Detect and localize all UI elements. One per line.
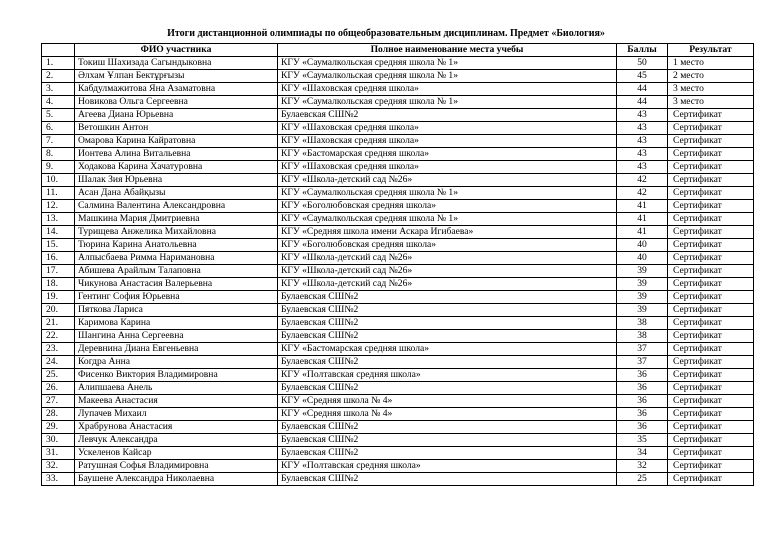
row-number: 22.: [42, 330, 75, 343]
header-result: Результат: [668, 44, 754, 57]
score-cell: 36: [617, 408, 668, 421]
participant-name: Шангина Анна Сергеевна: [75, 330, 278, 343]
table-row: [42, 343, 754, 356]
score-cell: 45: [617, 70, 668, 83]
row-number: 3.: [42, 83, 75, 96]
row-number: 33.: [42, 473, 75, 486]
result-cell: Сертификат: [668, 161, 754, 174]
school-name: Булаевская СШ№2: [278, 473, 617, 486]
table-row: [42, 174, 754, 187]
school-name: Булаевская СШ№2: [278, 421, 617, 434]
row-number: 24.: [42, 356, 75, 369]
participant-name: Деревнина Диана Евгеньевна: [75, 343, 278, 356]
table-row: [42, 187, 754, 200]
school-name: КГУ «Саумалкольская средняя школа № 1»: [278, 96, 617, 109]
participant-name: Шалак Зия Юрьевна: [75, 174, 278, 187]
score-cell: 40: [617, 252, 668, 265]
table-row: [42, 447, 754, 460]
participant-name: Ветошкин Антон: [75, 122, 278, 135]
participant-name: Ратушная Софья Владимировна: [75, 460, 278, 473]
table-row: [42, 265, 754, 278]
school-name: КГУ «Бастомарская средняя школа»: [278, 148, 617, 161]
result-cell: Сертификат: [668, 252, 754, 265]
score-cell: 41: [617, 226, 668, 239]
participant-name: Ионтева Алина Витальевна: [75, 148, 278, 161]
header-number: [42, 44, 75, 57]
score-cell: 36: [617, 382, 668, 395]
participant-name: Алипшаева Анель: [75, 382, 278, 395]
school-name: Булаевская СШ№2: [278, 317, 617, 330]
header-school: Полное наименование места учебы: [278, 44, 617, 57]
table-row: [42, 70, 754, 83]
result-cell: Сертификат: [668, 187, 754, 200]
row-number: 31.: [42, 447, 75, 460]
school-name: Булаевская СШ№2: [278, 447, 617, 460]
row-number: 18.: [42, 278, 75, 291]
header-name: ФИО участника: [75, 44, 278, 57]
score-cell: 39: [617, 265, 668, 278]
score-cell: 39: [617, 278, 668, 291]
row-number: 2.: [42, 70, 75, 83]
row-number: 28.: [42, 408, 75, 421]
participant-name: Баушене Александра Николаевна: [75, 473, 278, 486]
score-cell: 43: [617, 161, 668, 174]
participant-name: Алпысбаева Римма Наримановна: [75, 252, 278, 265]
participant-name: Асан Дана Абайқызы: [75, 187, 278, 200]
participant-name: Новикова Ольга Сергеевна: [75, 96, 278, 109]
participant-name: Ускеленов Кайсар: [75, 447, 278, 460]
score-cell: 39: [617, 304, 668, 317]
table-row: [42, 291, 754, 304]
table-body: [42, 57, 754, 486]
table-row: [42, 239, 754, 252]
table-row: [42, 252, 754, 265]
row-number: 9.: [42, 161, 75, 174]
school-name: Булаевская СШ№2: [278, 291, 617, 304]
score-cell: 38: [617, 330, 668, 343]
score-cell: 39: [617, 291, 668, 304]
table-row: [42, 122, 754, 135]
participant-name: Когдра Анна: [75, 356, 278, 369]
result-cell: Сертификат: [668, 356, 754, 369]
table-row: [42, 317, 754, 330]
participant-name: Токиш Шахизада Сагындыковна: [75, 57, 278, 70]
participant-name: Агеева Диана Юрьевна: [75, 109, 278, 122]
school-name: КГУ «Боголюбовская средняя школа»: [278, 200, 617, 213]
school-name: КГУ «Саумалкольская средняя школа № 1»: [278, 187, 617, 200]
row-number: 29.: [42, 421, 75, 434]
result-cell: Сертификат: [668, 239, 754, 252]
result-cell: Сертификат: [668, 226, 754, 239]
document-title: Итоги дистанционной олимпиады по общеобразовательным дисциплинам. Предмет «Биология»: [167, 28, 605, 39]
school-name: КГУ «Средняя школа № 4»: [278, 395, 617, 408]
result-cell: Сертификат: [668, 473, 754, 486]
table-row: [42, 278, 754, 291]
row-number: 21.: [42, 317, 75, 330]
result-cell: Сертификат: [668, 291, 754, 304]
school-name: КГУ «Бастомарская средняя школа»: [278, 343, 617, 356]
school-name: КГУ «Средняя школа № 4»: [278, 408, 617, 421]
table-row: [42, 135, 754, 148]
result-cell: Сертификат: [668, 408, 754, 421]
row-number: 16.: [42, 252, 75, 265]
table-row: [42, 434, 754, 447]
result-cell: Сертификат: [668, 447, 754, 460]
score-cell: 43: [617, 148, 668, 161]
participant-name: Чикунова Анастасия Валерьевна: [75, 278, 278, 291]
participant-name: Лупачев Михаил: [75, 408, 278, 421]
row-number: 13.: [42, 213, 75, 226]
school-name: КГУ «Школа-детский сад №26»: [278, 174, 617, 187]
school-name: КГУ «Шаховская средняя школа»: [278, 161, 617, 174]
score-cell: 37: [617, 343, 668, 356]
participant-name: Тюрина Карина Анатольевна: [75, 239, 278, 252]
result-cell: Сертификат: [668, 343, 754, 356]
score-cell: 42: [617, 174, 668, 187]
table-row: [42, 460, 754, 473]
result-cell: Сертификат: [668, 109, 754, 122]
table-row: [42, 421, 754, 434]
participant-name: Салмина Валентина Александровна: [75, 200, 278, 213]
row-number: 4.: [42, 96, 75, 109]
result-cell: Сертификат: [668, 317, 754, 330]
row-number: 12.: [42, 200, 75, 213]
participant-name: Макеева Анастасия: [75, 395, 278, 408]
score-cell: 44: [617, 83, 668, 96]
result-cell: Сертификат: [668, 200, 754, 213]
table-row: [42, 213, 754, 226]
participant-name: Ходакова Карина Хачатуровна: [75, 161, 278, 174]
school-name: КГУ «Шаховская средняя школа»: [278, 135, 617, 148]
table-row: [42, 408, 754, 421]
table-header-row: [42, 44, 754, 57]
participant-name: Фисенко Виктория Владимировна: [75, 369, 278, 382]
participant-name: Гентинг София Юрьевна: [75, 291, 278, 304]
result-cell: Сертификат: [668, 369, 754, 382]
row-number: 20.: [42, 304, 75, 317]
table-row: [42, 382, 754, 395]
result-cell: Сертификат: [668, 330, 754, 343]
score-cell: 25: [617, 473, 668, 486]
school-name: Булаевская СШ№2: [278, 356, 617, 369]
participant-name: Пяткова Лариса: [75, 304, 278, 317]
table-row: [42, 57, 754, 70]
row-number: 11.: [42, 187, 75, 200]
result-cell: Сертификат: [668, 278, 754, 291]
score-cell: 35: [617, 434, 668, 447]
row-number: 17.: [42, 265, 75, 278]
result-cell: Сертификат: [668, 395, 754, 408]
participant-name: Машкина Мария Дмитриевна: [75, 213, 278, 226]
table-row: [42, 96, 754, 109]
result-cell: Сертификат: [668, 213, 754, 226]
result-cell: Сертификат: [668, 135, 754, 148]
row-number: 6.: [42, 122, 75, 135]
result-cell: Сертификат: [668, 382, 754, 395]
school-name: КГУ «Полтавская средняя школа»: [278, 369, 617, 382]
result-cell: Сертификат: [668, 148, 754, 161]
participant-name: Кабдулмажитова Яна Азаматовна: [75, 83, 278, 96]
table-row: [42, 356, 754, 369]
row-number: 25.: [42, 369, 75, 382]
row-number: 27.: [42, 395, 75, 408]
score-cell: 41: [617, 213, 668, 226]
participant-name: Левчук Александра: [75, 434, 278, 447]
participant-name: Әлхам Ұлпан Бектұрғызы: [75, 70, 278, 83]
row-number: 15.: [42, 239, 75, 252]
result-cell: 3 место: [668, 83, 754, 96]
school-name: КГУ «Шаховская средняя школа»: [278, 83, 617, 96]
table-row: [42, 200, 754, 213]
school-name: Булаевская СШ№2: [278, 434, 617, 447]
result-cell: Сертификат: [668, 304, 754, 317]
school-name: КГУ «Шаховская средняя школа»: [278, 122, 617, 135]
row-number: 7.: [42, 135, 75, 148]
score-cell: 43: [617, 135, 668, 148]
score-cell: 36: [617, 369, 668, 382]
score-cell: 50: [617, 57, 668, 70]
table-row: [42, 226, 754, 239]
participant-name: Омарова Карина Кайратовна: [75, 135, 278, 148]
score-cell: 34: [617, 447, 668, 460]
school-name: Булаевская СШ№2: [278, 304, 617, 317]
school-name: Булаевская СШ№2: [278, 109, 617, 122]
table-row: [42, 161, 754, 174]
header-score: Баллы: [617, 44, 668, 57]
result-cell: 3 место: [668, 96, 754, 109]
row-number: 23.: [42, 343, 75, 356]
result-cell: 2 место: [668, 70, 754, 83]
result-cell: Сертификат: [668, 460, 754, 473]
table-row: [42, 109, 754, 122]
table-row: [42, 473, 754, 486]
row-number: 32.: [42, 460, 75, 473]
row-number: 14.: [42, 226, 75, 239]
table-row: [42, 148, 754, 161]
result-cell: Сертификат: [668, 265, 754, 278]
table-row: [42, 395, 754, 408]
school-name: КГУ «Средняя школа имени Аскара Игибаева»: [278, 226, 617, 239]
score-cell: 43: [617, 109, 668, 122]
row-number: 19.: [42, 291, 75, 304]
row-number: 30.: [42, 434, 75, 447]
score-cell: 40: [617, 239, 668, 252]
score-cell: 43: [617, 122, 668, 135]
participant-name: Абишева Арайлым Талаповна: [75, 265, 278, 278]
table-row: [42, 304, 754, 317]
school-name: КГУ «Полтавская средняя школа»: [278, 460, 617, 473]
score-cell: 42: [617, 187, 668, 200]
table-row: [42, 369, 754, 382]
school-name: КГУ «Саумалкольская средняя школа № 1»: [278, 213, 617, 226]
row-number: 8.: [42, 148, 75, 161]
row-number: 5.: [42, 109, 75, 122]
score-cell: 36: [617, 421, 668, 434]
row-number: 10.: [42, 174, 75, 187]
school-name: КГУ «Боголюбовская средняя школа»: [278, 239, 617, 252]
row-number: 1.: [42, 57, 75, 70]
result-cell: 1 место: [668, 57, 754, 70]
participant-name: Турищева Анжелика Михайловна: [75, 226, 278, 239]
participant-name: Каримова Карина: [75, 317, 278, 330]
row-number: 26.: [42, 382, 75, 395]
score-cell: 44: [617, 96, 668, 109]
school-name: КГУ «Школа-детский сад №26»: [278, 252, 617, 265]
score-cell: 41: [617, 200, 668, 213]
result-cell: Сертификат: [668, 434, 754, 447]
school-name: Булаевская СШ№2: [278, 330, 617, 343]
table-row: [42, 330, 754, 343]
score-cell: 38: [617, 317, 668, 330]
result-cell: Сертификат: [668, 421, 754, 434]
score-cell: 37: [617, 356, 668, 369]
results-table: [41, 43, 754, 486]
school-name: Булаевская СШ№2: [278, 382, 617, 395]
table-row: [42, 83, 754, 96]
school-name: КГУ «Школа-детский сад №26»: [278, 278, 617, 291]
score-cell: 36: [617, 395, 668, 408]
result-cell: Сертификат: [668, 174, 754, 187]
score-cell: 32: [617, 460, 668, 473]
participant-name: Храбрунова Анастасия: [75, 421, 278, 434]
school-name: КГУ «Саумалкольская средняя школа № 1»: [278, 70, 617, 83]
result-cell: Сертификат: [668, 122, 754, 135]
school-name: КГУ «Саумалкольская средняя школа № 1»: [278, 57, 617, 70]
school-name: КГУ «Школа-детский сад №26»: [278, 265, 617, 278]
